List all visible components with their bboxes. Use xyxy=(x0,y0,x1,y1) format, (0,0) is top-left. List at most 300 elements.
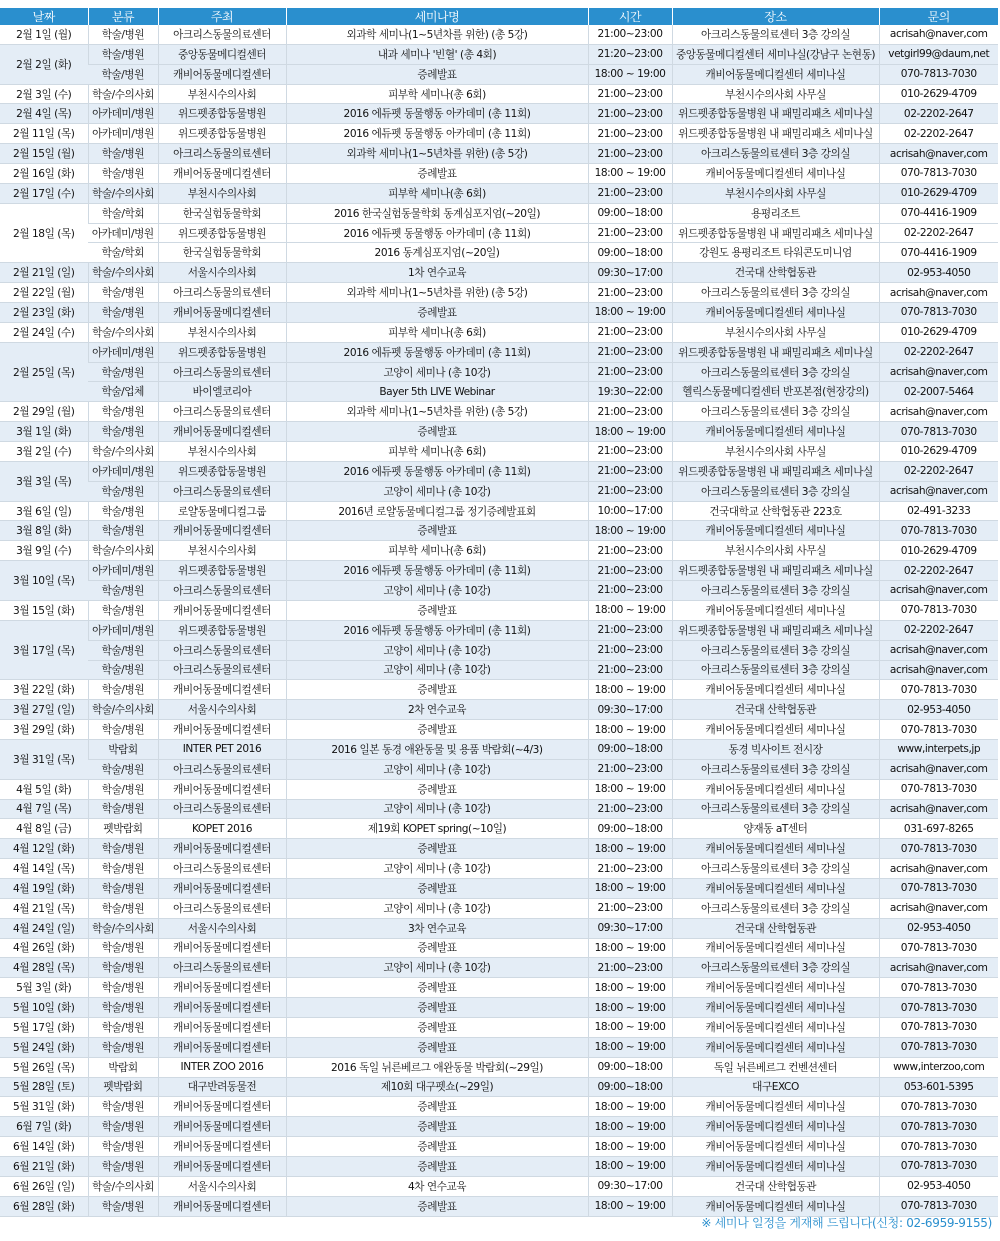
category-cell: 학술/병원 xyxy=(88,878,158,898)
venue-cell: 아크리스동물의료센터 3층 강의실 xyxy=(672,25,879,44)
contact-cell: 070-7813-7030 xyxy=(879,978,998,998)
host-cell: 캐비어동물메디컬센터 xyxy=(158,521,286,541)
host-cell: 캐비어동물메디컬센터 xyxy=(158,303,286,323)
seminar-name-cell: 2016 에듀펫 동물행동 아카데미 (총 11회) xyxy=(286,342,588,362)
time-cell: 18:00 ~ 19:00 xyxy=(588,680,672,700)
host-cell: 아크리스동물의료센터 xyxy=(158,640,286,660)
time-cell: 21:00~23:00 xyxy=(588,640,672,660)
column-header-venue: 장소 xyxy=(672,8,879,25)
time-cell: 21:00~23:00 xyxy=(588,859,672,879)
table-row xyxy=(0,322,998,342)
time-cell: 21:00~23:00 xyxy=(588,322,672,342)
seminar-name-cell: 고양이 세미나 (총 10강) xyxy=(286,581,588,601)
contact-cell: acrisah@naver,com xyxy=(879,402,998,422)
category-cell: 학술/병원 xyxy=(88,521,158,541)
table-row xyxy=(0,839,998,859)
time-cell: 18:00 ~ 19:00 xyxy=(588,1097,672,1117)
table-row xyxy=(0,938,998,958)
venue-cell: 건국대 산학협동관 xyxy=(672,918,879,938)
seminar-name-cell: 고양이 세미나 (총 10강) xyxy=(286,799,588,819)
time-cell: 21:00~23:00 xyxy=(588,442,672,462)
contact-cell: 010-2629-4709 xyxy=(879,84,998,104)
table-row xyxy=(0,561,998,581)
date-cell: 2월 3일 (수) xyxy=(0,84,88,104)
venue-cell: 아크리스동물의료센터 3층 강의실 xyxy=(672,660,879,680)
host-cell: 캐비어동물메디컬센터 xyxy=(158,720,286,740)
seminar-name-cell: 2016 한국실험동물학회 동계심포지엄(~20일) xyxy=(286,203,588,223)
category-cell: 아카데미/병원 xyxy=(88,223,158,243)
category-cell: 학술/병원 xyxy=(88,640,158,660)
time-cell: 09:00~18:00 xyxy=(588,819,672,839)
seminar-name-cell: 증례발표 xyxy=(286,720,588,740)
host-cell: 위드펫종합동물병원 xyxy=(158,104,286,124)
seminar-name-cell: 4차 연수교육 xyxy=(286,1176,588,1196)
contact-cell: www,interzoo,com xyxy=(879,1057,998,1077)
contact-cell: 010-2629-4709 xyxy=(879,183,998,203)
seminar-name-cell: 증례발표 xyxy=(286,64,588,84)
category-cell: 학술/병원 xyxy=(88,164,158,184)
category-cell: 박람회 xyxy=(88,1057,158,1077)
contact-cell: 070-7813-7030 xyxy=(879,64,998,84)
contact-cell: 02-953-4050 xyxy=(879,1176,998,1196)
time-cell: 21:00~23:00 xyxy=(588,183,672,203)
category-cell: 학술/수의사회 xyxy=(88,322,158,342)
table-row xyxy=(0,600,998,620)
host-cell: 로얄동물메디컬그룹 xyxy=(158,501,286,521)
category-cell: 학술/병원 xyxy=(88,978,158,998)
category-cell: 학술/병원 xyxy=(88,1156,158,1176)
contact-cell: 070-7813-7030 xyxy=(879,839,998,859)
table-row xyxy=(0,859,998,879)
venue-cell: 캐비어동물메디컬센터 세미나실 xyxy=(672,1037,879,1057)
venue-cell: 건국대학교 산학협동관 223호 xyxy=(672,501,879,521)
seminar-name-cell: 1차 연수교육 xyxy=(286,263,588,283)
time-cell: 21:00~23:00 xyxy=(588,620,672,640)
category-cell: 학술/병원 xyxy=(88,839,158,859)
table-row xyxy=(0,918,998,938)
time-cell: 18:00 ~ 19:00 xyxy=(588,720,672,740)
category-cell: 학술/병원 xyxy=(88,402,158,422)
contact-cell: 070-7813-7030 xyxy=(879,1196,998,1216)
category-cell: 학술/수의사회 xyxy=(88,183,158,203)
contact-cell: vetgirl99@daum,net xyxy=(879,44,998,64)
date-cell: 2월 1일 (월) xyxy=(0,25,88,44)
seminar-name-cell: 증례발표 xyxy=(286,1097,588,1117)
host-cell: 아크리스동물의료센터 xyxy=(158,581,286,601)
date-cell: 5월 17일 (화) xyxy=(0,1017,88,1037)
category-cell: 학술/병원 xyxy=(88,283,158,303)
category-cell: 학술/병원 xyxy=(88,1196,158,1216)
category-cell: 아카데미/병원 xyxy=(88,620,158,640)
contact-cell: 02-2202-2647 xyxy=(879,104,998,124)
contact-cell: 070-7813-7030 xyxy=(879,1037,998,1057)
contact-cell: 02-491-3233 xyxy=(879,501,998,521)
seminar-name-cell: 2차 연수교육 xyxy=(286,700,588,720)
venue-cell: 위드펫종합동물병원 내 패밀리패츠 세미나실 xyxy=(672,223,879,243)
time-cell: 21:00~23:00 xyxy=(588,759,672,779)
category-cell: 학술/병원 xyxy=(88,303,158,323)
table-row xyxy=(0,640,998,660)
host-cell: 부천시수의사회 xyxy=(158,84,286,104)
seminar-name-cell: 증례발표 xyxy=(286,1017,588,1037)
time-cell: 21:00~23:00 xyxy=(588,581,672,601)
date-cell: 2월 24일 (수) xyxy=(0,322,88,342)
category-cell: 학술/수의사회 xyxy=(88,700,158,720)
time-cell: 21:00~23:00 xyxy=(588,104,672,124)
date-cell: 2월 4일 (목) xyxy=(0,104,88,124)
venue-cell: 캐비어동물메디컬센터 세미나실 xyxy=(672,1196,879,1216)
venue-cell: 캐비어동물메디컬센터 세미나실 xyxy=(672,878,879,898)
seminar-name-cell: 피부학 세미나(총 6회) xyxy=(286,442,588,462)
category-cell: 학술/병원 xyxy=(88,362,158,382)
date-cell: 4월 24일 (일) xyxy=(0,918,88,938)
seminar-name-cell: 증례발표 xyxy=(286,303,588,323)
venue-cell: 캐비어동물메디컬센터 세미나실 xyxy=(672,720,879,740)
date-cell: 3월 6일 (일) xyxy=(0,501,88,521)
seminar-name-cell: 외과학 세미나(1~5년차를 위한) (총 5강) xyxy=(286,25,588,44)
venue-cell: 아크리스동물의료센터 3층 강의실 xyxy=(672,640,879,660)
host-cell: 부천시수의사회 xyxy=(158,322,286,342)
venue-cell: 아크리스동물의료센터 3층 강의실 xyxy=(672,799,879,819)
table-row xyxy=(0,382,998,402)
table-body xyxy=(0,25,998,1216)
contact-cell: 02-2202-2647 xyxy=(879,223,998,243)
host-cell: 위드펫종합동물병원 xyxy=(158,561,286,581)
host-cell: 아크리스동물의료센터 xyxy=(158,898,286,918)
category-cell: 학술/병원 xyxy=(88,958,158,978)
contact-cell: 02-2202-2647 xyxy=(879,342,998,362)
category-cell: 학술/병원 xyxy=(88,501,158,521)
table-row xyxy=(0,1156,998,1176)
category-cell: 학술/병원 xyxy=(88,1017,158,1037)
date-cell: 4월 14일 (목) xyxy=(0,859,88,879)
time-cell: 18:00 ~ 19:00 xyxy=(588,1017,672,1037)
table-row xyxy=(0,720,998,740)
time-cell: 09:00~18:00 xyxy=(588,1057,672,1077)
host-cell: 캐비어동물메디컬센터 xyxy=(158,779,286,799)
contact-cell: 070-7813-7030 xyxy=(879,1137,998,1157)
date-cell: 4월 7일 (목) xyxy=(0,799,88,819)
venue-cell: 헬릭스동물메디컬센터 반포본점(현장강의) xyxy=(672,382,879,402)
venue-cell: 캐비어동물메디컬센터 세미나실 xyxy=(672,422,879,442)
date-cell: 2월 17일 (수) xyxy=(0,183,88,203)
venue-cell: 아크리스동물의료센터 3층 강의실 xyxy=(672,283,879,303)
contact-cell: 02-953-4050 xyxy=(879,263,998,283)
contact-cell: acrisah@naver,com xyxy=(879,581,998,601)
host-cell: 아크리스동물의료센터 xyxy=(158,799,286,819)
date-cell: 3월 29일 (화) xyxy=(0,720,88,740)
time-cell: 21:00~23:00 xyxy=(588,799,672,819)
venue-cell: 캐비어동물메디컬센터 세미나실 xyxy=(672,839,879,859)
table-row xyxy=(0,223,998,243)
host-cell: 서울시수의사회 xyxy=(158,700,286,720)
contact-cell: 070-7813-7030 xyxy=(879,998,998,1018)
host-cell: 캐비어동물메디컬센터 xyxy=(158,938,286,958)
seminar-name-cell: 증례발표 xyxy=(286,938,588,958)
table-row xyxy=(0,1057,998,1077)
contact-cell: acrisah@naver,com xyxy=(879,481,998,501)
seminar-name-cell: 고양이 세미나 (총 10강) xyxy=(286,660,588,680)
seminar-name-cell: 내과 세미나 '빈혈' (총 4회) xyxy=(286,44,588,64)
seminar-name-cell: 고양이 세미나 (총 10강) xyxy=(286,759,588,779)
category-cell: 학술/병원 xyxy=(88,422,158,442)
date-cell: 3월 1일 (화) xyxy=(0,422,88,442)
time-cell: 18:00 ~ 19:00 xyxy=(588,422,672,442)
time-cell: 21:00~23:00 xyxy=(588,898,672,918)
date-cell: 3월 31일 (목) xyxy=(0,739,88,779)
time-cell: 21:00~23:00 xyxy=(588,223,672,243)
venue-cell: 아크리스동물의료센터 3층 강의실 xyxy=(672,898,879,918)
host-cell: 아크리스동물의료센터 xyxy=(158,144,286,164)
table-row xyxy=(0,660,998,680)
table-row xyxy=(0,303,998,323)
host-cell: 서울시수의사회 xyxy=(158,263,286,283)
host-cell: 부천시수의사회 xyxy=(158,541,286,561)
time-cell: 18:00 ~ 19:00 xyxy=(588,521,672,541)
category-cell: 학술/병원 xyxy=(88,898,158,918)
table-row xyxy=(0,362,998,382)
host-cell: 캐비어동물메디컬센터 xyxy=(158,978,286,998)
contact-cell: acrisah@naver,com xyxy=(879,759,998,779)
date-cell: 6월 21일 (화) xyxy=(0,1156,88,1176)
date-cell: 4월 28일 (목) xyxy=(0,958,88,978)
category-cell: 학술/병원 xyxy=(88,779,158,799)
time-cell: 21:00~23:00 xyxy=(588,660,672,680)
category-cell: 학술/병원 xyxy=(88,481,158,501)
category-cell: 학술/병원 xyxy=(88,1117,158,1137)
venue-cell: 위드펫종합동물병원 내 패밀리패츠 세미나실 xyxy=(672,342,879,362)
venue-cell: 위드펫종합동물병원 내 패밀리패츠 세미나실 xyxy=(672,620,879,640)
seminar-name-cell: 피부학 세미나(총 6회) xyxy=(286,84,588,104)
category-cell: 학술/병원 xyxy=(88,759,158,779)
host-cell: 위드펫종합동물병원 xyxy=(158,223,286,243)
table-row xyxy=(0,422,998,442)
seminar-name-cell: 증례발표 xyxy=(286,521,588,541)
time-cell: 21:00~23:00 xyxy=(588,541,672,561)
table-row xyxy=(0,44,998,64)
table-row xyxy=(0,84,998,104)
date-cell: 2월 21일 (일) xyxy=(0,263,88,283)
venue-cell: 양재동 aT센터 xyxy=(672,819,879,839)
contact-cell: 070-7813-7030 xyxy=(879,680,998,700)
host-cell: KOPET 2016 xyxy=(158,819,286,839)
table-row xyxy=(0,700,998,720)
venue-cell: 캐비어동물메디컬센터 세미나실 xyxy=(672,521,879,541)
time-cell: 21:00~23:00 xyxy=(588,481,672,501)
category-cell: 학술/수의사회 xyxy=(88,541,158,561)
host-cell: 캐비어동물메디컬센터 xyxy=(158,839,286,859)
date-cell: 4월 26일 (화) xyxy=(0,938,88,958)
category-cell: 학술/병원 xyxy=(88,720,158,740)
seminar-name-cell: 피부학 세미나(총 6회) xyxy=(286,183,588,203)
seminar-name-cell: 증례발표 xyxy=(286,1117,588,1137)
host-cell: INTER PET 2016 xyxy=(158,739,286,759)
contact-cell: 070-7813-7030 xyxy=(879,878,998,898)
host-cell: 캐비어동물메디컬센터 xyxy=(158,1037,286,1057)
venue-cell: 위드펫종합동물병원 내 패밀리패츠 세미나실 xyxy=(672,124,879,144)
date-cell: 6월 28일 (화) xyxy=(0,1196,88,1216)
seminar-name-cell: 2016 일본 동경 애완동물 및 용품 박람회(~4/3) xyxy=(286,739,588,759)
venue-cell: 아크리스동물의료센터 3층 강의실 xyxy=(672,144,879,164)
table-row xyxy=(0,342,998,362)
column-header-host: 주최 xyxy=(158,8,286,25)
time-cell: 18:00 ~ 19:00 xyxy=(588,998,672,1018)
venue-cell: 대구EXCO xyxy=(672,1077,879,1097)
time-cell: 18:00 ~ 19:00 xyxy=(588,64,672,84)
date-cell: 2월 16일 (화) xyxy=(0,164,88,184)
seminar-name-cell: 고양이 세미나 (총 10강) xyxy=(286,640,588,660)
time-cell: 09:00~18:00 xyxy=(588,1077,672,1097)
table-row xyxy=(0,104,998,124)
time-cell: 09:00~18:00 xyxy=(588,243,672,263)
venue-cell: 부천시수의사회 사무실 xyxy=(672,322,879,342)
table-row xyxy=(0,481,998,501)
seminar-name-cell: 고양이 세미나 (총 10강) xyxy=(286,362,588,382)
venue-cell: 위드펫종합동물병원 내 패밀리패츠 세미나실 xyxy=(672,461,879,481)
seminar-name-cell: 증례발표 xyxy=(286,978,588,998)
time-cell: 10:00~17:00 xyxy=(588,501,672,521)
host-cell: 캐비어동물메디컬센터 xyxy=(158,600,286,620)
host-cell: 캐비어동물메디컬센터 xyxy=(158,1156,286,1176)
host-cell: 캐비어동물메디컬센터 xyxy=(158,422,286,442)
category-cell: 학술/병원 xyxy=(88,64,158,84)
table-row xyxy=(0,1017,998,1037)
category-cell: 학술/업체 xyxy=(88,382,158,402)
venue-cell: 캐비어동물메디컬센터 세미나실 xyxy=(672,779,879,799)
venue-cell: 건국대 산학협동관 xyxy=(672,700,879,720)
column-header-seminar-name: 세미나명 xyxy=(286,8,588,25)
contact-cell: acrisah@naver,com xyxy=(879,362,998,382)
contact-cell: www,interpets,jp xyxy=(879,739,998,759)
host-cell: 캐비어동물메디컬센터 xyxy=(158,878,286,898)
seminar-name-cell: 증례발표 xyxy=(286,878,588,898)
venue-cell: 캐비어동물메디컬센터 세미나실 xyxy=(672,600,879,620)
category-cell: 학술/수의사회 xyxy=(88,84,158,104)
host-cell: 위드펫종합동물병원 xyxy=(158,342,286,362)
host-cell: INTER ZOO 2016 xyxy=(158,1057,286,1077)
table-header xyxy=(0,8,998,25)
seminar-name-cell: 2016 독일 뉘른베르그 애완동물 박람회(~29일) xyxy=(286,1057,588,1077)
host-cell: 위드펫종합동물병원 xyxy=(158,461,286,481)
category-cell: 학술/수의사회 xyxy=(88,1176,158,1196)
seminar-name-cell: 2016 에듀펫 동물행동 아카데미 (총 11회) xyxy=(286,461,588,481)
category-cell: 학술/병원 xyxy=(88,144,158,164)
venue-cell: 용평리조트 xyxy=(672,203,879,223)
date-cell: 4월 5일 (화) xyxy=(0,779,88,799)
time-cell: 18:00 ~ 19:00 xyxy=(588,839,672,859)
time-cell: 18:00 ~ 19:00 xyxy=(588,1037,672,1057)
venue-cell: 아크리스동물의료센터 3층 강의실 xyxy=(672,859,879,879)
host-cell: 한국실험동물학회 xyxy=(158,243,286,263)
time-cell: 18:00 ~ 19:00 xyxy=(588,878,672,898)
date-cell: 5월 10일 (화) xyxy=(0,998,88,1018)
time-cell: 21:00~23:00 xyxy=(588,561,672,581)
venue-cell: 아크리스동물의료센터 3층 강의실 xyxy=(672,958,879,978)
time-cell: 18:00 ~ 19:00 xyxy=(588,600,672,620)
seminar-name-cell: 증례발표 xyxy=(286,1196,588,1216)
seminar-name-cell: 고양이 세미나 (총 10강) xyxy=(286,859,588,879)
table-row xyxy=(0,898,998,918)
contact-cell: 010-2629-4709 xyxy=(879,541,998,561)
seminar-name-cell: Bayer 5th LIVE Webinar xyxy=(286,382,588,402)
host-cell: 아크리스동물의료센터 xyxy=(158,25,286,44)
time-cell: 21:20~23:00 xyxy=(588,44,672,64)
contact-cell: 070-7813-7030 xyxy=(879,1156,998,1176)
time-cell: 21:00~23:00 xyxy=(588,124,672,144)
contact-cell: 02-953-4050 xyxy=(879,700,998,720)
seminar-name-cell: 고양이 세미나 (총 10강) xyxy=(286,958,588,978)
seminar-name-cell: 증례발표 xyxy=(286,164,588,184)
contact-cell: 053-601-5395 xyxy=(879,1077,998,1097)
contact-cell: acrisah@naver,com xyxy=(879,283,998,303)
seminar-name-cell: 고양이 세미나 (총 10강) xyxy=(286,481,588,501)
date-cell: 3월 10일 (목) xyxy=(0,561,88,601)
time-cell: 21:00~23:00 xyxy=(588,25,672,44)
venue-cell: 강원도 용평리조트 타워콘도미니엄 xyxy=(672,243,879,263)
venue-cell: 캐비어동물메디컬센터 세미나실 xyxy=(672,978,879,998)
category-cell: 학술/병원 xyxy=(88,1097,158,1117)
venue-cell: 건국대 산학협동관 xyxy=(672,1176,879,1196)
category-cell: 학술/병원 xyxy=(88,660,158,680)
venue-cell: 캐비어동물메디컬센터 세미나실 xyxy=(672,1097,879,1117)
host-cell: 아크리스동물의료센터 xyxy=(158,402,286,422)
venue-cell: 캐비어동물메디컬센터 세미나실 xyxy=(672,1017,879,1037)
table-row xyxy=(0,501,998,521)
seminar-name-cell: 증례발표 xyxy=(286,680,588,700)
time-cell: 21:00~23:00 xyxy=(588,402,672,422)
host-cell: 아크리스동물의료센터 xyxy=(158,362,286,382)
host-cell: 한국실험동물학회 xyxy=(158,203,286,223)
seminar-name-cell: 제10회 대구펫쇼(~29일) xyxy=(286,1077,588,1097)
date-cell: 6월 26일 (일) xyxy=(0,1176,88,1196)
contact-cell: 070-7813-7030 xyxy=(879,720,998,740)
time-cell: 21:00~23:00 xyxy=(588,342,672,362)
contact-cell: 010-2629-4709 xyxy=(879,442,998,462)
venue-cell: 캐비어동물메디컬센터 세미나실 xyxy=(672,1117,879,1137)
table-row xyxy=(0,283,998,303)
contact-cell: acrisah@naver,com xyxy=(879,958,998,978)
date-cell: 2월 11일 (목) xyxy=(0,124,88,144)
venue-cell: 위드펫종합동물병원 내 패밀리패츠 세미나실 xyxy=(672,104,879,124)
host-cell: 캐비어동물메디컬센터 xyxy=(158,680,286,700)
venue-cell: 캐비어동물메디컬센터 세미나실 xyxy=(672,938,879,958)
host-cell: 캐비어동물메디컬센터 xyxy=(158,1137,286,1157)
category-cell: 펫박람회 xyxy=(88,1077,158,1097)
time-cell: 09:30~17:00 xyxy=(588,263,672,283)
host-cell: 아크리스동물의료센터 xyxy=(158,660,286,680)
time-cell: 18:00 ~ 19:00 xyxy=(588,1137,672,1157)
venue-cell: 캐비어동물메디컬센터 세미나실 xyxy=(672,164,879,184)
category-cell: 학술/병원 xyxy=(88,938,158,958)
seminar-name-cell: 증례발표 xyxy=(286,600,588,620)
venue-cell: 캐비어동물메디컬센터 세미나실 xyxy=(672,1137,879,1157)
host-cell: 서울시수의사회 xyxy=(158,918,286,938)
venue-cell: 위드펫종합동물병원 내 패밀리패츠 세미나실 xyxy=(672,561,879,581)
category-cell: 학술/수의사회 xyxy=(88,442,158,462)
date-cell: 4월 19일 (화) xyxy=(0,878,88,898)
seminar-name-cell: 증례발표 xyxy=(286,422,588,442)
category-cell: 학술/수의사회 xyxy=(88,263,158,283)
contact-cell: 070-7813-7030 xyxy=(879,1017,998,1037)
contact-cell: 070-7813-7030 xyxy=(879,1097,998,1117)
venue-cell: 아크리스동물의료센터 3층 강의실 xyxy=(672,759,879,779)
venue-cell: 아크리스동물의료센터 3층 강의실 xyxy=(672,402,879,422)
category-cell: 학술/병원 xyxy=(88,581,158,601)
table-row xyxy=(0,25,998,44)
table-row xyxy=(0,998,998,1018)
category-cell: 학술/병원 xyxy=(88,25,158,44)
table-row xyxy=(0,124,998,144)
